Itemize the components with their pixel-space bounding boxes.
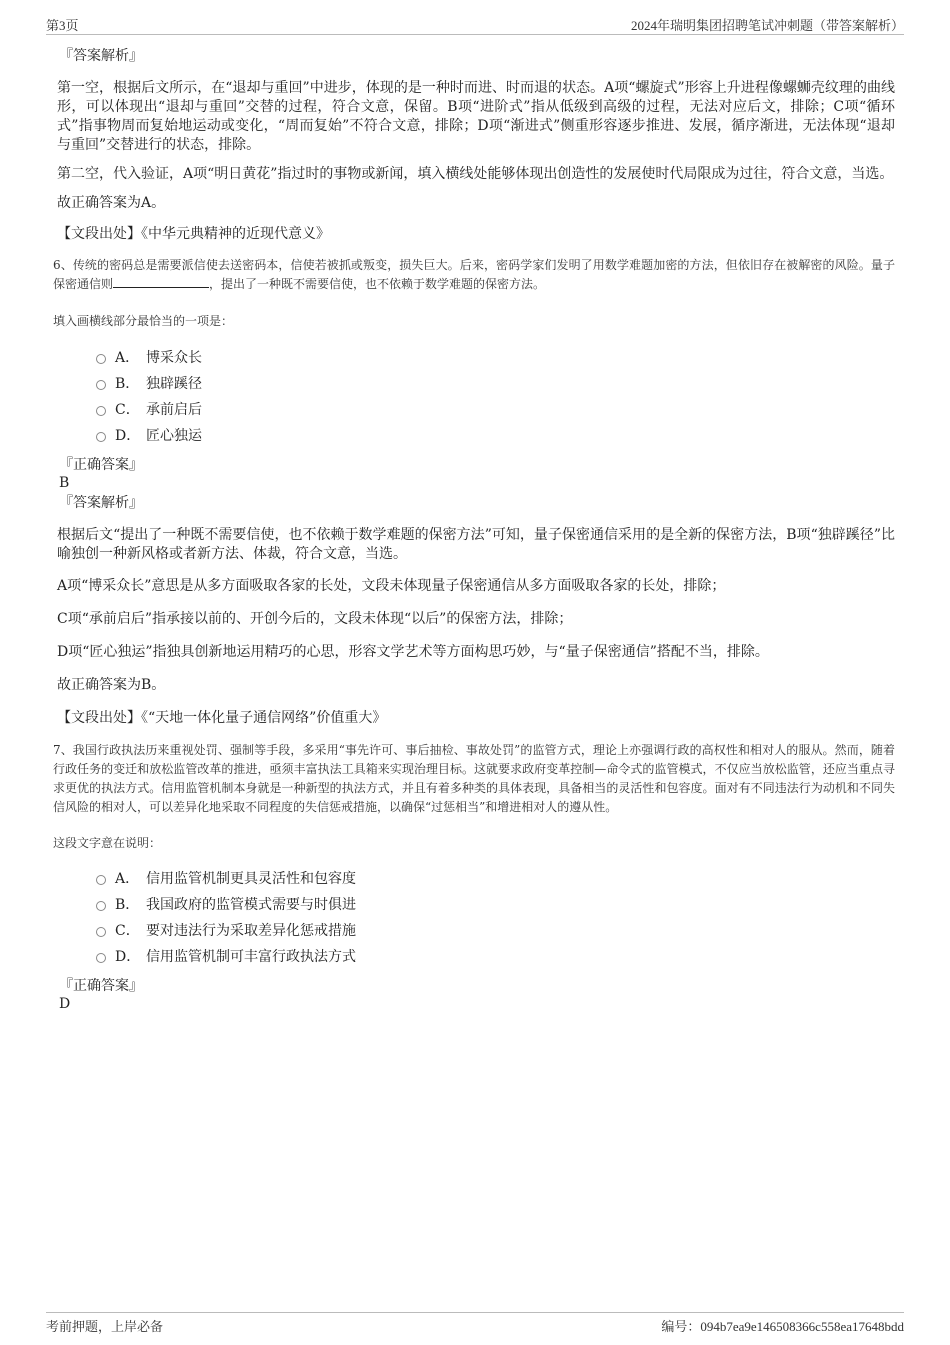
radio-button-icon[interactable] [96,901,106,911]
radio-button-icon[interactable] [96,406,106,416]
analysis-label: 『答案解析』 [59,495,143,511]
analysis-paragraph: 根据后文“提出了一种既不需要信使，也不依赖于数学难题的保密方法”可知，量子保密通信采用的是全新的保密方法，B项“独辟蹊径”比喻独创一种新风格或者新方法、体裁，符合文意，当选。 [57,527,895,562]
option-list [96,345,895,449]
correct-answer-label: 『正确答案』 [59,457,143,473]
option-a[interactable]: A． 博采众长 [96,345,895,371]
option-list [96,866,895,970]
page-content [53,46,895,1014]
question-stem: 6、传统的密码总是需要派信使去送密码本，信使若被抓或叛变，损失巨大。后来，密码学家们发明了用数学难题加密的方法，但依旧存在被解密的风险。量子保密通信则 ，提出了一种既不需要信使，也不依赖于数学难题的保密方法。 [53,258,895,291]
option-b[interactable]: B． 我国政府的监管模式需要与时俱进 [96,892,895,918]
option-d[interactable]: D． 信用监管机制可丰富行政执法方式 [96,944,895,970]
answer-conclusion: 故正确答案为B。 [57,677,166,693]
passage-source: 【文段出处】《中华元典精神的近现代意义》 [57,226,330,242]
page-footer [46,1312,904,1335]
radio-button-icon[interactable] [96,354,106,364]
analysis-paragraph: C项“承前启后”指承接以前的、开创今后的，文段未体现“以后”的保密方法，排除； [57,611,573,627]
analysis-label: 『答案解析』 [59,48,143,64]
option-a[interactable]: A． 信用监管机制更具灵活性和包容度 [96,866,895,892]
radio-button-icon[interactable] [96,953,106,963]
answer-conclusion: 故正确答案为A。 [57,195,166,211]
option-c[interactable]: C． 要对违法行为采取差异化惩戒措施 [96,918,895,944]
question-prompt: 填入画横线部分最恰当的一项是： [53,314,234,328]
fill-in-blank [113,275,209,288]
radio-button-icon[interactable] [96,380,106,390]
analysis-paragraph: A项“博采众长”意思是从多方面吸取各家的长处，文段未体现量子保密通信从多方面吸取各家的长处，排除； [57,578,726,594]
analysis-paragraph: D项“匠心独运”指独具创新地运用精巧的心思，形容文学艺术等方面构思巧妙，与“量子保密通信”搭配不当，排除。 [57,644,769,660]
page-header [46,14,904,35]
document-serial: 编号：094b7ea9e146508366c558ea17648bdd [661,1319,904,1334]
analysis-paragraph: 第一空，根据后文所示，在“退却与重回”中进步，体现的是一种时而进、时而退的状态。A项“螺旋式”形容上升进程像螺蛳壳纹理的曲线形，可以体现出“退却与重回”交替的过程，符合文意，保留。B项“进阶式”指从低级到高级的过程，无法对应后文，排除；C项“循环式”指事物周而复始地运动或变化，“周而复始”不符合文意，排除；D项“渐进式”侧重形容逐步推进、发展，循序渐进，无法体现“退却与重回”交替进行的状态，排除。 [57,80,895,153]
question-stem: 7、我国行政执法历来重视处罚、强制等手段，多采用“事先许可、事后抽检、事故处罚”的监管方式，理论上亦强调行政的高权性和相对人的服从。然而，随着行政任务的变迁和放松监管改革的推进，亟须丰富执法工具箱来实现治理目标。这就要求政府变革控制—命令式的监管模式，不仅应当放松监管，还应当重点寻求更优的执法方式。信用监管机制本身就是一种新型的执法方式，并且有着多种类的具体表现，具备相当的灵活性和包容度。面对有不同违法行为动机和不同失信风险的相对人，可以差异化地采取不同程度的失信惩戒措施，以确保“过惩相当”和增进相对人的遵从性。 [53,743,895,814]
option-b[interactable]: B． 独辟蹊径 [96,371,895,397]
passage-source: 【文段出处】《“天地一体化量子通信网络”价值重大》 [57,710,387,726]
option-c[interactable]: C． 承前启后 [96,397,895,423]
document-title: 2024年瑞明集团招聘笔试冲刺题（带答案解析） [630,18,904,33]
correct-answer: D [59,996,71,1012]
radio-button-icon[interactable] [96,927,106,937]
question-prompt: 这段文字意在说明： [53,836,162,850]
correct-answer-label: 『正确答案』 [59,978,143,994]
option-d[interactable]: D． 匠心独运 [96,423,895,449]
radio-button-icon[interactable] [96,875,106,885]
correct-answer: B [59,475,70,491]
page-number: 第3页 [46,18,79,33]
footer-motto: 考前押题，上岸必备 [46,1319,164,1334]
radio-button-icon[interactable] [96,432,106,442]
analysis-paragraph: 第二空，代入验证，A项“明日黄花”指过时的事物或新闻，填入横线处能够体现出创造性的发展使时代局限成为过往，符合文意，当选。 [57,166,894,182]
